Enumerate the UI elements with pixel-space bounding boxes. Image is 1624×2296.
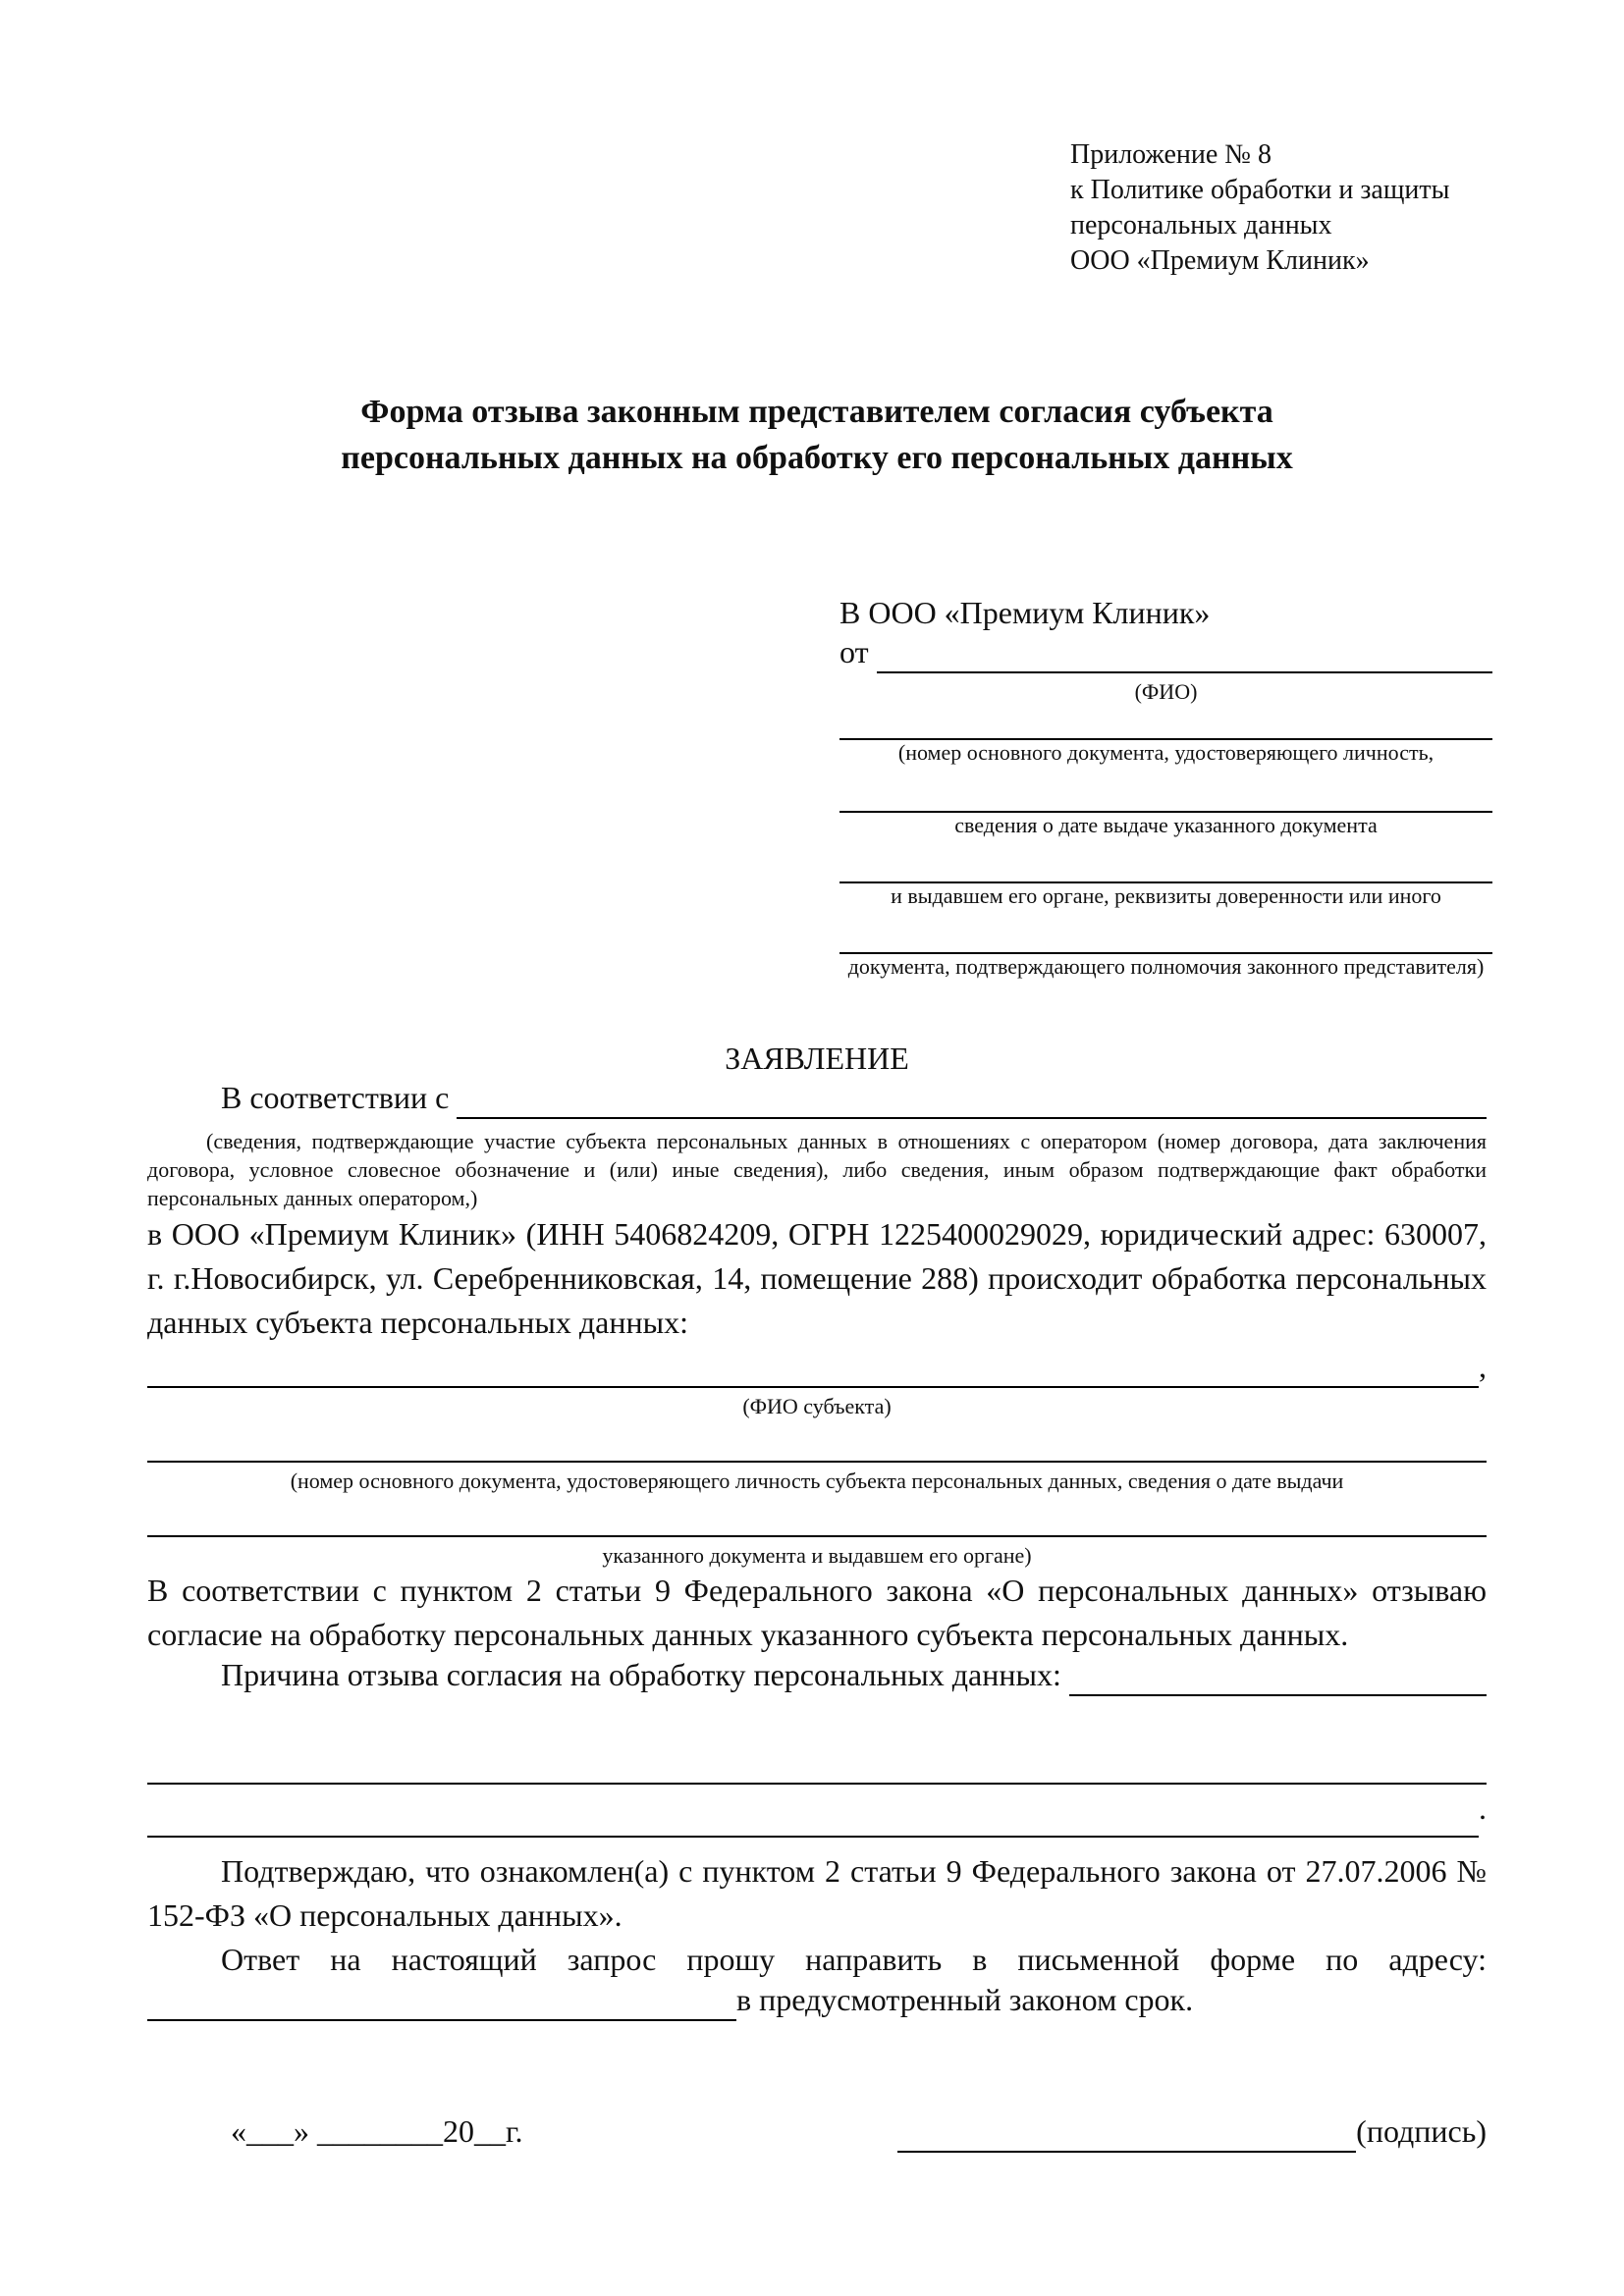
from-blank-line [877,634,1492,673]
from-label: от [839,634,877,669]
subject-fio-line [147,1349,1487,1394]
addressee-from-line [839,634,1492,679]
date-line: «___» ________20__г. [231,2113,523,2149]
addressee-block [839,591,1492,980]
representative-doc-caption: и выдавшем его органе, реквизиты доверенности или иного [891,883,1441,908]
reason-blank-line [147,1737,1487,1785]
appendix-header-line: Приложение № 8 [1070,139,1272,170]
withdraw-paragraph: В соответствии с пунктом 2 статьи 9 Федерального закона «О персональных данных» отзываю согласие на обработку персональных данных указанного субъекта персональных данных. [147,1573,1487,1652]
appendix-header-line: ООО «Премиум Клиник» [1070,245,1370,276]
representative-doc-caption: документа, подтверждающего полномочия законного представителя) [847,954,1485,979]
paragraph-indent [147,1080,221,1125]
subject-doc-blank-line [147,1494,1487,1537]
trailing-comma: , [1479,1349,1487,1384]
in-accordance-blank-line [457,1080,1487,1119]
reply-address-line [147,1982,1487,2027]
subject-doc-blank-line [147,1419,1487,1463]
subject-doc-caption: (номер основного документа, удостоверяющего личность субъекта персональных данных, сведения о дате выдачи [290,1468,1344,1493]
address-blank-line [147,1982,736,2021]
operator-paragraph: в ООО «Премиум Клиник» (ИНН 5406824209, ОГРН 1225400029029, юридический адрес: 630007, г. г.Новосибирск, ул. Серебренниковская, 14, помещение 288) происходит обработка персональных данных субъекта персональных данных: [147,1216,1487,1340]
fio-caption: (ФИО) [1134,679,1198,704]
subject-doc-caption: указанного документа и выдавшем его органе) [602,1543,1032,1568]
appendix-header-line: к Политике обработки и защиты [1070,175,1450,205]
in-accordance-line [147,1080,1487,1125]
subject-doc-line [147,1494,1487,1543]
reply-paragraph: Ответ на настоящий запрос прошу направить в письменной форме по адресу: [221,1942,1487,1977]
accordance-caption: (сведения, подтверждающие участие субъекта персональных данных в отношениях с оператором (номер договора, дата заключения договора, условное словесное обозначение и (или) иные сведения), либо сведения, иным образом подтверждающие факт обработки персональных данных оператором,) [147,1129,1487,1210]
reason-extra-line [147,1737,1487,1790]
form-title [147,389,1487,481]
signature-caption: (подпись) [1356,2113,1487,2149]
form-title-line: Форма отзыва законным представителем согласия субъекта [360,394,1273,430]
trailing-period: . [1479,1790,1487,1826]
paragraph-indent [147,1657,221,1702]
reason-extra-line [147,1790,1487,1843]
representative-doc-blank-line [839,705,1492,740]
subject-doc-line [147,1419,1487,1468]
date-signature-row [147,2113,1487,2159]
subject-fio-blank-line [147,1349,1479,1388]
in-accordance-label: В соответствии с [221,1080,458,1115]
subject-fio-caption: (ФИО субъекта) [742,1394,892,1418]
representative-doc-caption: (номер основного документа, удостоверяющего личность, [897,740,1435,765]
reason-line [147,1657,1487,1702]
statement-heading: ЗАЯВЛЕНИЕ [725,1041,909,1076]
reason-blank-line [147,1790,1479,1838]
confirm-paragraph: Подтверждаю, что ознакомлен(а) с пунктом 2 статьи 9 Федерального закона от 27.07.2006 № 152-ФЗ «О персональных данных». [147,1853,1487,1933]
appendix-header [1070,137,1487,279]
signature-block [897,2113,1487,2159]
signature-blank-line [897,2113,1356,2153]
reason-label: Причина отзыва согласия на обработку персональных данных: [221,1657,1069,1692]
reply-tail-text: в предусмотренный законом срок. [736,1982,1194,2017]
appendix-header-line: персональных данных [1070,210,1332,240]
addressee-to: В ООО «Премиум Клиник» [839,595,1211,630]
reason-blank-line [1069,1657,1487,1696]
representative-doc-blank-line [839,838,1492,883]
representative-doc-caption: сведения о дате выдаче указанного документа [954,813,1378,837]
representative-doc-blank-line [839,909,1492,954]
form-title-line: персональных данных на обработку его персональных данных [341,440,1293,476]
representative-doc-blank-line [839,766,1492,813]
